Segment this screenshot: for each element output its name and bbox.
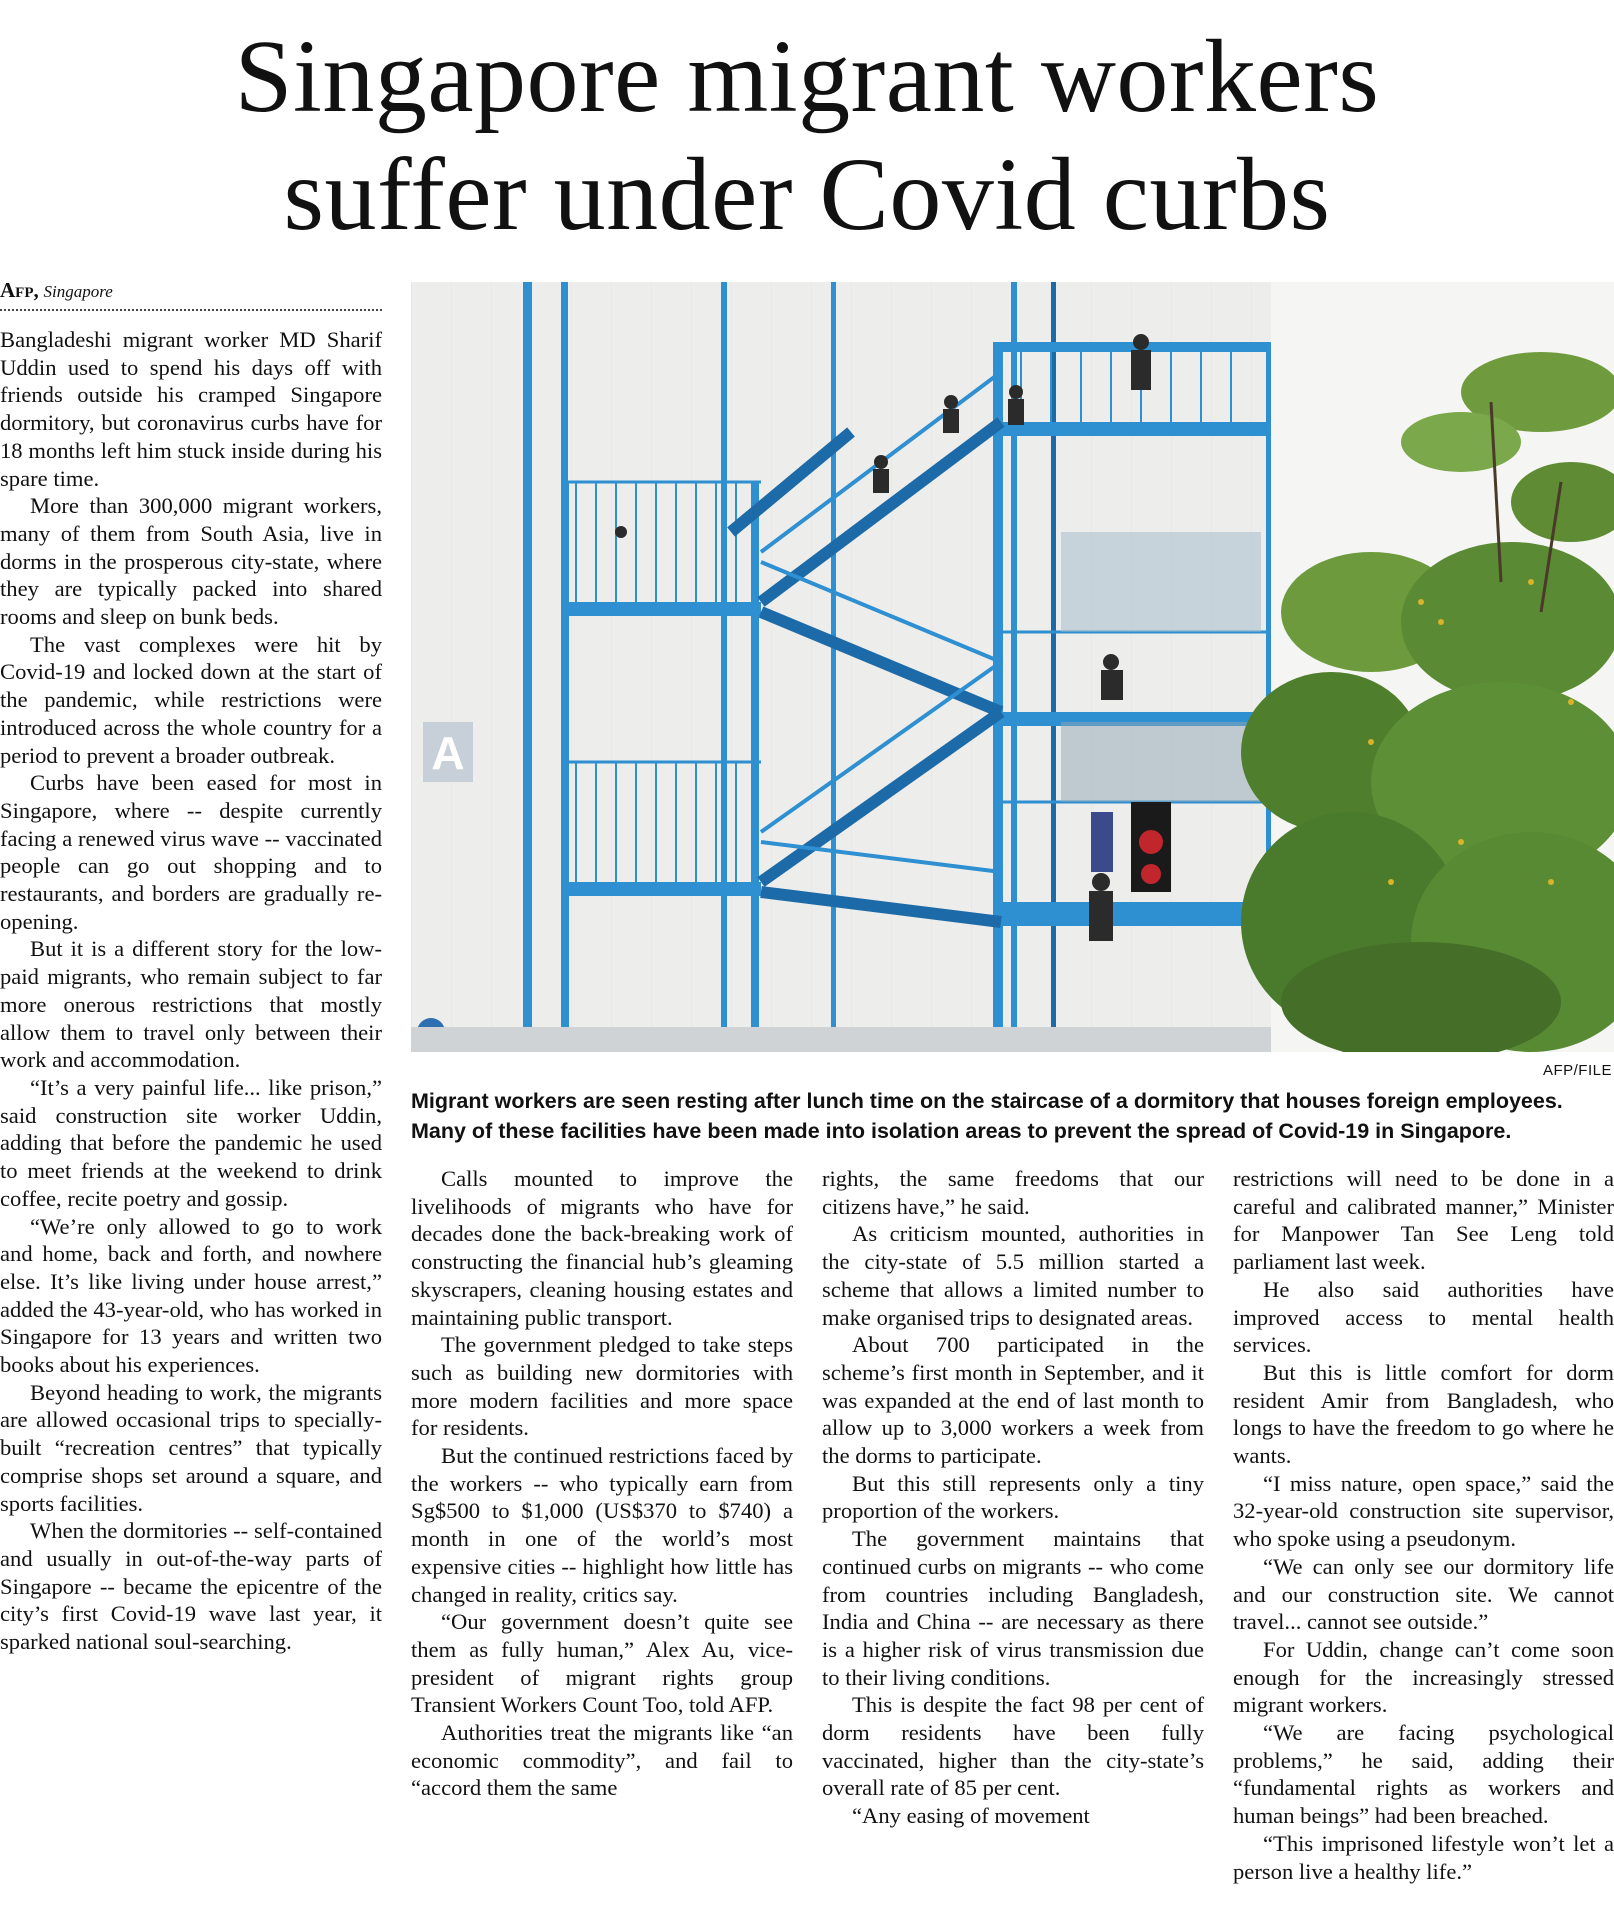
paragraph: rights, the same freedoms that our citizens have,” he said. xyxy=(822,1166,1204,1219)
paragraph: As criticism mounted, authorities in the city-state of 5.5 million started a scheme that allows a limited number to make organised trips to designated areas. xyxy=(822,1221,1204,1330)
paragraph: “This imprisoned lifestyle won’t let a person live a healthy life.” xyxy=(1233,1830,1614,1884)
paragraph: More than 300,000 migrant workers, many of them from South Asia, live in dorms in the prosperous city-state, where they are typically packed into shared rooms and sleep on bunk beds. xyxy=(0,493,382,630)
paragraph: But the continued restrictions faced by the workers -- who typically earn from Sg$500 to $1,000 (US$370 to $740) a month in one of the world’s most expensive cities -- highlight how little has changed in reality, critics say. xyxy=(411,1443,793,1607)
byline xyxy=(0,278,382,311)
byline-source: Afp, xyxy=(0,278,39,302)
paragraph: Curbs have been eased for most in Singapore, where -- despite currently facing a renewed virus wave -- vaccinated people can go out shopping and to restaurants, and borders are gradually re-opening. xyxy=(0,770,382,934)
paragraph: About 700 participated in the scheme’s first month in September, and it was expanded at the end of last month to allow up to 3,000 workers a week from the dorms to participate. xyxy=(822,1332,1204,1469)
article-column-1 xyxy=(0,326,382,1916)
byline-location: Singapore xyxy=(43,282,113,301)
paragraph: Beyond heading to work, the migrants are allowed occasional trips to specially-built “recreation centres” that typically comprise shops set around a square, and sports facilities. xyxy=(0,1379,382,1516)
paragraph: But this still represents only a tiny proportion of the workers. xyxy=(822,1470,1204,1524)
headline xyxy=(0,18,1614,254)
paragraph: Bangladeshi migrant worker MD Sharif Uddin used to spend his days off with friends outside his cramped Singapore dormitory, but coronavirus curbs have for 18 months left him stuck inside during his spare time. xyxy=(0,327,382,491)
photo-caption: Migrant workers are seen resting after lunch time on the staircase of a dormitory that houses foreign employees. Many of these facilities have been made into isolation areas to prevent the spread of Covid-19 in Singapore. xyxy=(411,1089,1563,1143)
paragraph: The vast complexes were hit by Covid-19 and locked down at the start of the pandemic, while restrictions were introduced across the whole country for a period to prevent a broader outbreak. xyxy=(0,631,382,768)
article-column-4 xyxy=(1233,1165,1614,1915)
paragraph: “We are facing psychological problems,” he said, adding their “fundamental rights as workers and human beings” had been breached. xyxy=(1233,1720,1614,1829)
paragraph: “It’s a very painful life... like prison,” said construction site worker Uddin, adding that before the pandemic he used to meet friends at the weekend to drink coffee, recite poetry and gossip. xyxy=(0,1074,382,1211)
paragraph: For Uddin, change can’t come soon enough for the increasingly stressed migrant workers. xyxy=(1233,1636,1614,1718)
paragraph: This is despite the fact 98 per cent of dorm residents have been fully vaccinated, higher than the city-state’s overall rate of 85 per cent. xyxy=(822,1692,1204,1801)
headline-line-2: suffer under Covid curbs xyxy=(283,137,1331,252)
paragraph: “Any easing of movement xyxy=(852,1803,1090,1829)
dormitory-staircase-photo xyxy=(411,282,1614,1052)
paragraph: “I miss nature, open space,” said the 32-year-old construction site supervisor, who spoke using a pseudonym. xyxy=(1233,1470,1614,1552)
paragraph: But this is little comfort for dorm resident Amir from Bangladesh, who longs to have the freedom to go where he wants. xyxy=(1233,1359,1614,1469)
paragraph: The government maintains that continued curbs on migrants -- who come from countries including Bangladesh, India and China -- are necessary as there is a higher risk of virus transmission due to their living conditions. xyxy=(822,1526,1204,1690)
paragraph: But it is a different story for the low-paid migrants, who remain subject to far more onerous restrictions that mostly allow them to travel only between their work and accommodation. xyxy=(0,936,382,1073)
photo-credit: AFP/FILE xyxy=(1542,1062,1612,1079)
paragraph: “We’re only allowed to go to work and home, back and forth, and nowhere else. It’s like living under house arrest,” added the 43-year-old, who has worked in Singapore for 13 years and written two books about his experiences. xyxy=(0,1213,382,1378)
paragraph: He also said authorities have improved access to mental health services. xyxy=(1233,1276,1614,1358)
paragraph: “Our government doesn’t quite see them as fully human,” Alex Au, vice-president of migrant rights group Transient Workers Count Too, told AFP. xyxy=(411,1609,793,1718)
headline-line-1: Singapore migrant workers xyxy=(234,19,1380,134)
paragraph: restrictions will need to be done in a careful and calibrated manner,” Minister for Manpower Tan See Leng told parliament last week. xyxy=(1233,1166,1614,1275)
article-column-2 xyxy=(411,1165,793,1915)
article-column-3 xyxy=(822,1165,1204,1915)
paragraph: The government pledged to take steps such as building new dormitories with more modern facilities and more space for residents. xyxy=(411,1332,793,1441)
paragraph: Calls mounted to improve the livelihoods of migrants who have for decades done the back-breaking work of constructing the financial hub’s gleaming skyscrapers, cleaning housing estates and maintaining public transport. xyxy=(411,1166,793,1330)
paragraph: When the dormitories -- self-contained and usually in out-of-the-way parts of Singapore -- became the epicentre of the city’s first Covid-19 wave last year, it sparked national soul-searching. xyxy=(0,1518,382,1655)
paragraph: “We can only see our dormitory life and our construction site. We cannot travel... cannot see outside.” xyxy=(1233,1553,1614,1635)
signage-letter-a: A xyxy=(431,727,465,779)
paragraph: Authorities treat the migrants like “an economic commodity”, and fail to “accord them the same xyxy=(411,1720,793,1801)
